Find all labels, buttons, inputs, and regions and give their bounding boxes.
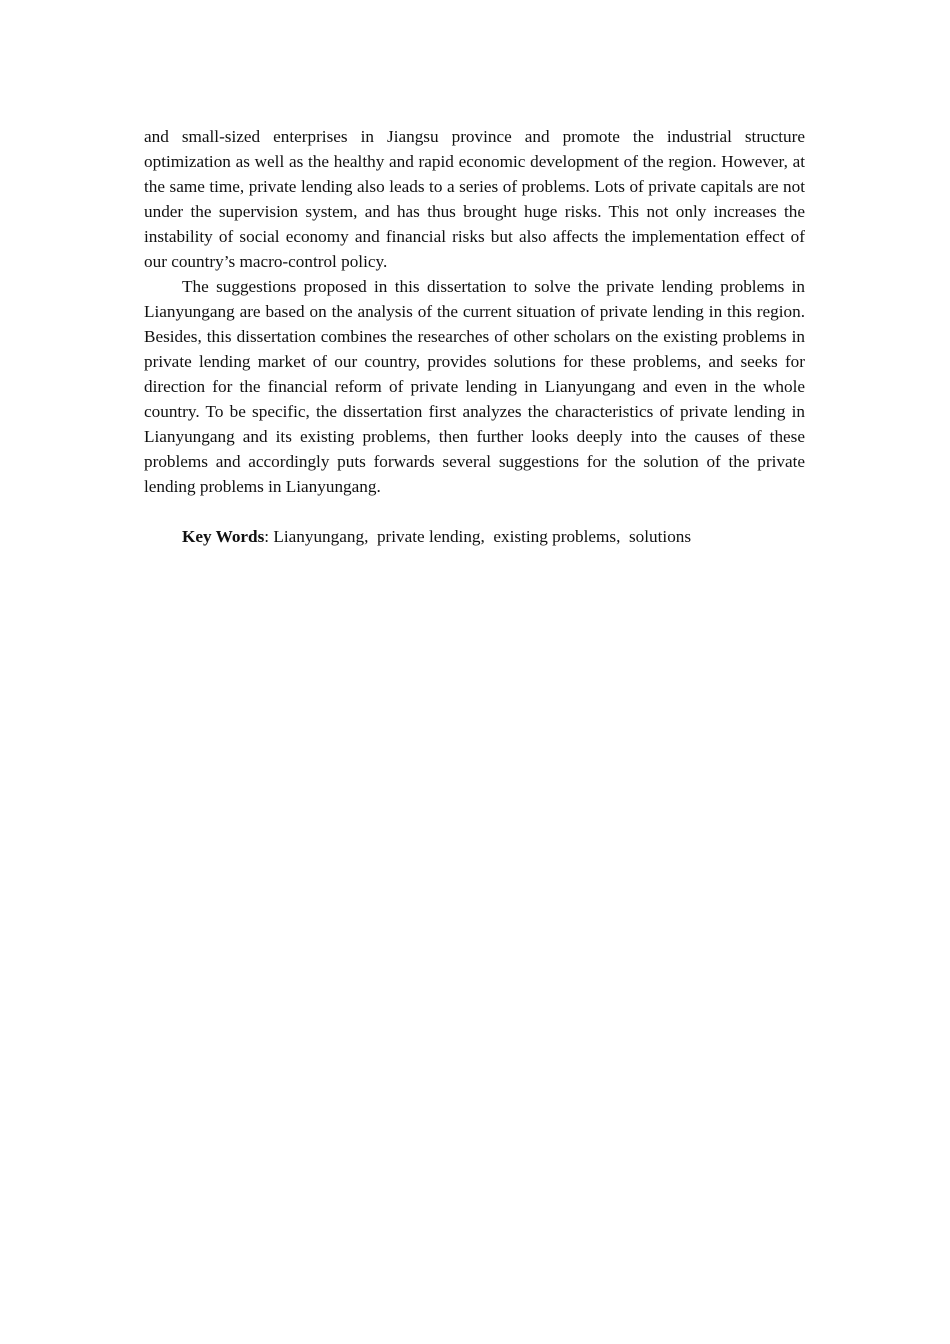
keywords-text: Lianyungang, private lending, existing problems, solutions bbox=[273, 527, 692, 546]
paragraph-suggestions: The suggestions proposed in this dissertation to solve the private lending problems in Lianyungang are based on the analysis of the current situation of private lending in this region. Besides, this dissertation combines the researches of other scholars on the existing problems in private lending market of our country, provides solutions for these problems, and seeks for direction for the financial reform of private lending in Lianyungang and even in the whole country. To be specific, the dissertation first analyzes the characteristics of private lending in Lianyungang and its existing problems, then further looks deeply into the causes of these problems and accordingly puts forwards several suggestions for the solution of the private lending problems in Lianyungang. bbox=[144, 277, 805, 496]
abstract-body bbox=[144, 124, 805, 549]
keywords-separator: : bbox=[264, 527, 274, 546]
paragraph-continuation: and small-sized enterprises in Jiangsu province and promote the industrial structure optimization as well as the healthy and rapid economic development of the region. However, at the same time, private lending also leads to a series of problems. Lots of private capitals are not under the supervision system, and has thus brought huge risks. This not only increases the instability of social economy and financial risks but also affects the implementation effect of our country’s macro-control policy. bbox=[144, 127, 805, 271]
keywords-label: Key Words bbox=[182, 527, 265, 546]
keywords-line bbox=[144, 524, 805, 549]
